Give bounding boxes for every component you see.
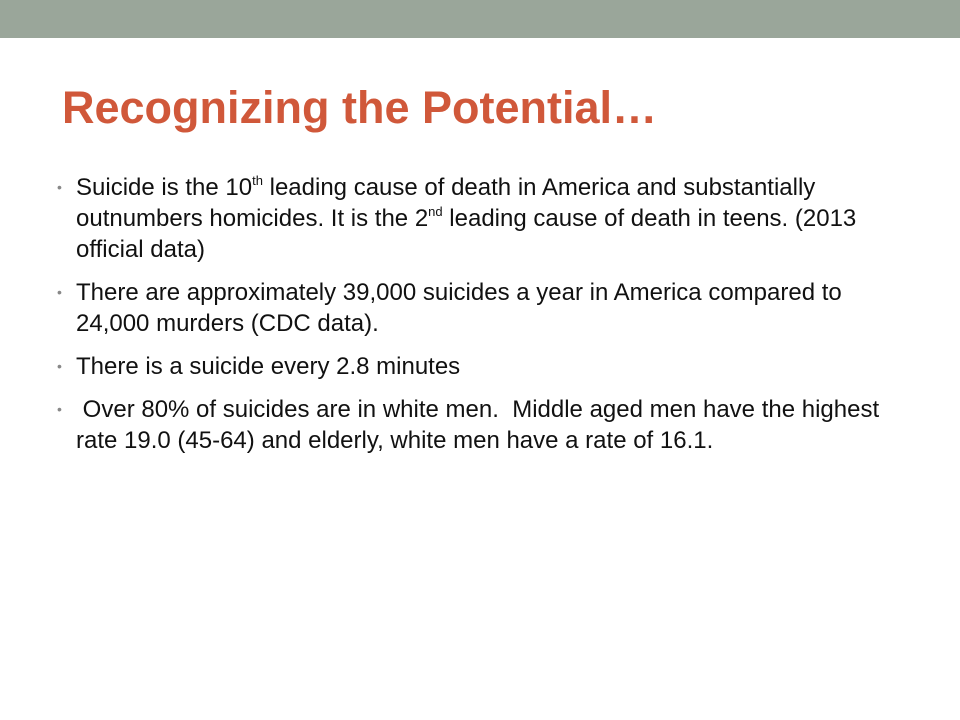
bullet-marker: • <box>57 179 62 195</box>
bullet-text: There is a suicide every 2.8 minutes <box>76 353 461 380</box>
bullet-text: There are approximately 39,000 suicides a year in America compared to 24,000 murders (CDC data). <box>76 279 842 337</box>
bullet-item-suicides-per-year <box>56 277 906 339</box>
slide-title: Recognizing the Potential… <box>62 82 658 133</box>
bullet-text: Suicide is the 10th leading cause of death in America and substantially outnumbers homicides. It is the 2nd leading cause of death in teens. (2013 official data) <box>76 173 857 263</box>
bullet-marker: • <box>57 358 62 374</box>
bullet-item-leading-cause <box>56 172 906 265</box>
bullet-item-demographics <box>56 394 906 456</box>
bullet-list <box>56 172 906 468</box>
bullet-text: Over 80% of suicides are in white men. Middle aged men have the highest rate 19.0 (45-64) and elderly, white men have a rate of 16.1. <box>76 396 886 454</box>
top-accent-bar <box>0 0 960 38</box>
ordinal-suffix: th <box>252 173 263 188</box>
bullet-marker: • <box>57 401 62 417</box>
bullet-item-frequency <box>56 351 906 382</box>
bullet-marker: • <box>57 284 62 300</box>
ordinal-suffix: nd <box>428 204 443 219</box>
